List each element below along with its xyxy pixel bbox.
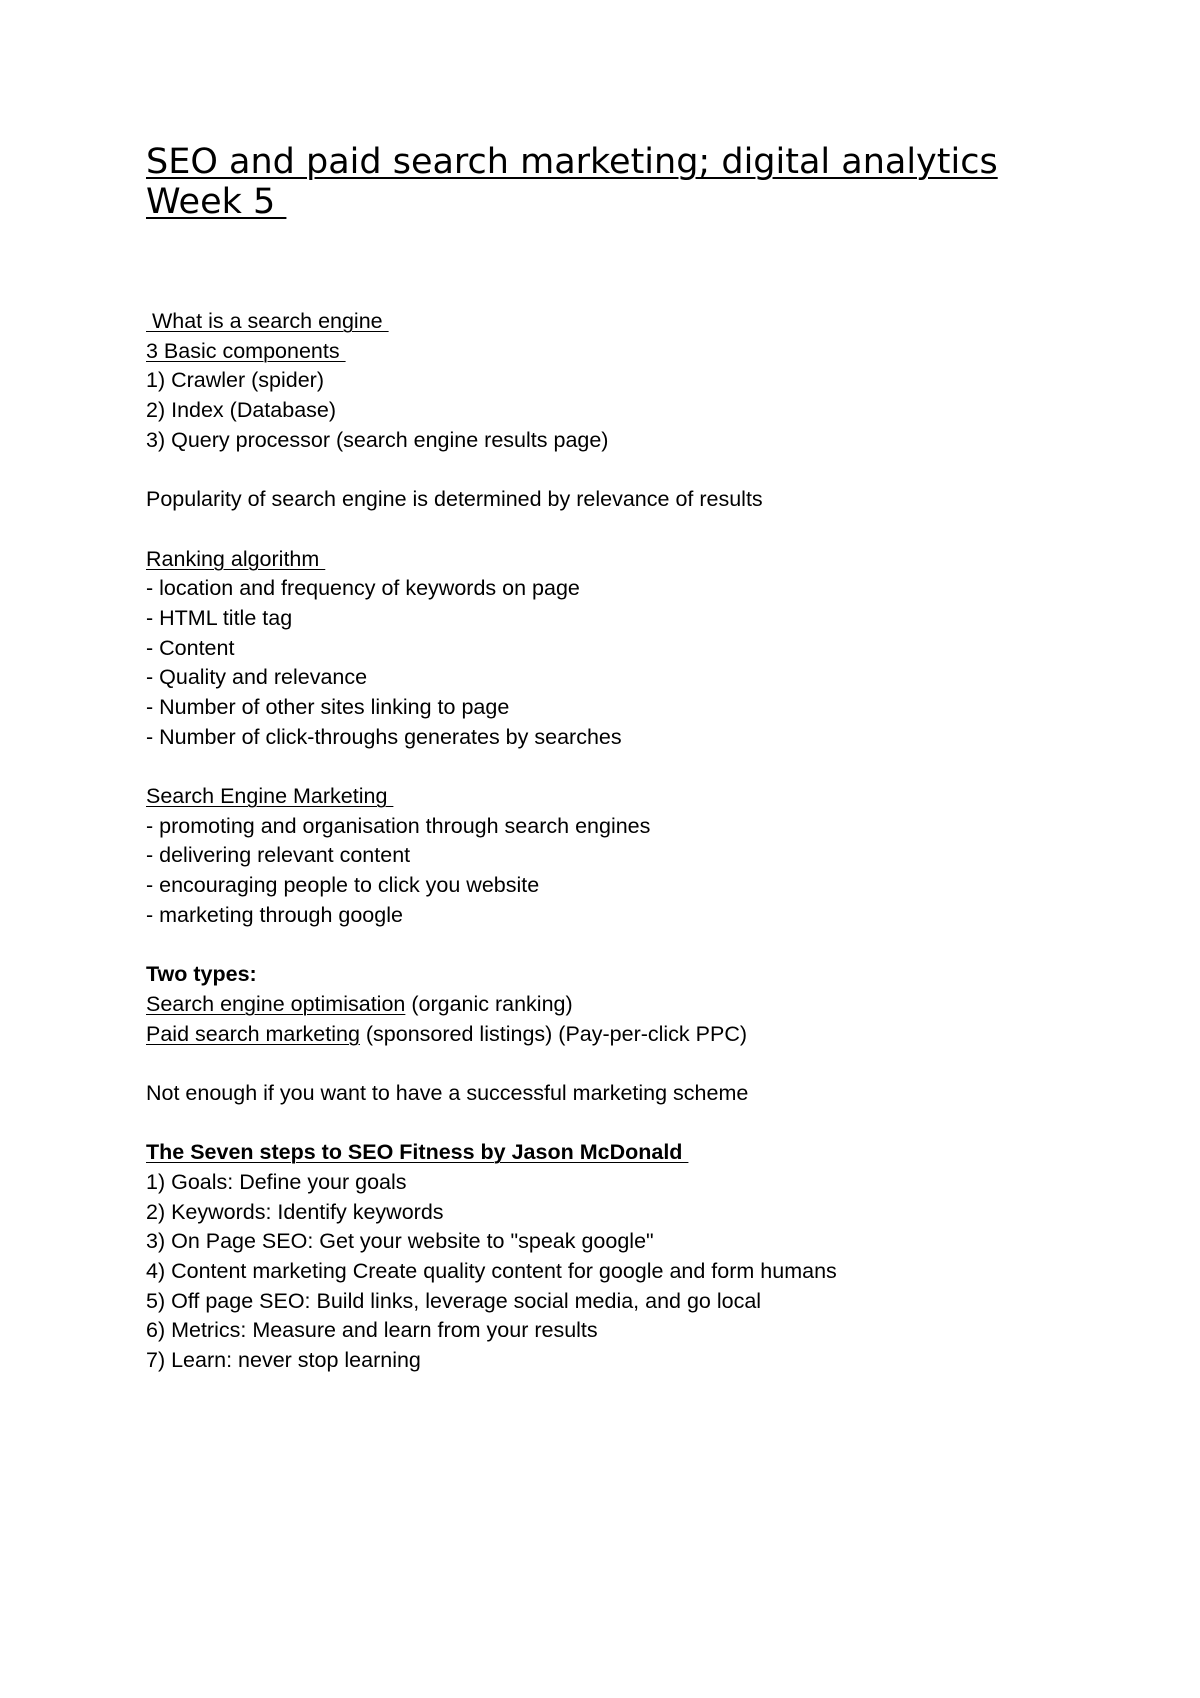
list-item: - Number of click-throughs generates by searches — [146, 724, 622, 749]
section-seven-steps-heading: The Seven steps to SEO Fitness by Jason McDonald — [146, 1140, 689, 1165]
list-item: - marketing through google — [146, 902, 403, 927]
blank-line — [146, 930, 1146, 960]
title-line-2: Week 5 — [146, 182, 287, 222]
list-item: - Number of other sites linking to page — [146, 694, 510, 719]
list-item: - Quality and relevance — [146, 665, 368, 690]
blank-line — [146, 752, 1146, 782]
section-ranking-heading: Ranking algorithm — [146, 546, 326, 571]
section-types-heading: Two types: — [146, 962, 257, 987]
list-item: - HTML title tag — [146, 605, 293, 630]
list-item: - location and frequency of keywords on page — [146, 576, 580, 601]
list-item: 5) Off page SEO: Build links, leverage social media, and go local — [146, 1288, 762, 1313]
type-paid-description: (sponsored listings) (Pay-per-click PPC) — [359, 1021, 748, 1046]
blank-line — [146, 455, 1146, 485]
section-search-engine-heading: What is a search engine — [146, 309, 389, 333]
list-item: 2) Index (Database) — [146, 398, 337, 423]
list-item: 2) Keywords: Identify keywords — [146, 1199, 444, 1224]
type-paid-line — [146, 1020, 1146, 1050]
type-paid-term: Paid search marketing — [146, 1021, 360, 1046]
blank-line — [146, 515, 1146, 545]
type-seo-description: (organic ranking) — [405, 991, 573, 1016]
list-item: 3) Query processor (search engine results page) — [146, 427, 609, 452]
list-item: - promoting and organisation through search engines — [146, 813, 651, 838]
list-item: 3) On Page SEO: Get your website to "speak google" — [146, 1229, 654, 1254]
list-item: - Content — [146, 635, 235, 660]
type-seo-line — [146, 990, 1146, 1020]
section-components-subheading: 3 Basic components — [146, 338, 346, 363]
popularity-statement: Popularity of search engine is determined by relevance of results — [146, 487, 763, 512]
list-item: 1) Crawler (spider) — [146, 368, 325, 393]
list-item: 1) Goals: Define your goals — [146, 1169, 407, 1194]
list-item: - delivering relevant content — [146, 843, 411, 868]
section-sem-heading: Search Engine Marketing — [146, 784, 394, 808]
blank-line — [146, 1049, 1146, 1079]
blank-line — [146, 1109, 1146, 1139]
title-line-1: SEO and paid search marketing; digital analytics — [146, 142, 998, 182]
document-body — [146, 307, 1146, 1376]
not-enough-statement: Not enough if you want to have a successful marketing scheme — [146, 1080, 749, 1105]
list-item: - encouraging people to click you website — [146, 873, 540, 898]
list-item: 7) Learn: never stop learning — [146, 1348, 421, 1373]
page-title — [146, 142, 1106, 222]
type-seo-term: Search engine optimisation — [146, 991, 406, 1016]
list-item: 6) Metrics: Measure and learn from your results — [146, 1318, 598, 1343]
list-item: 4) Content marketing Create quality content for google and form humans — [146, 1259, 837, 1283]
